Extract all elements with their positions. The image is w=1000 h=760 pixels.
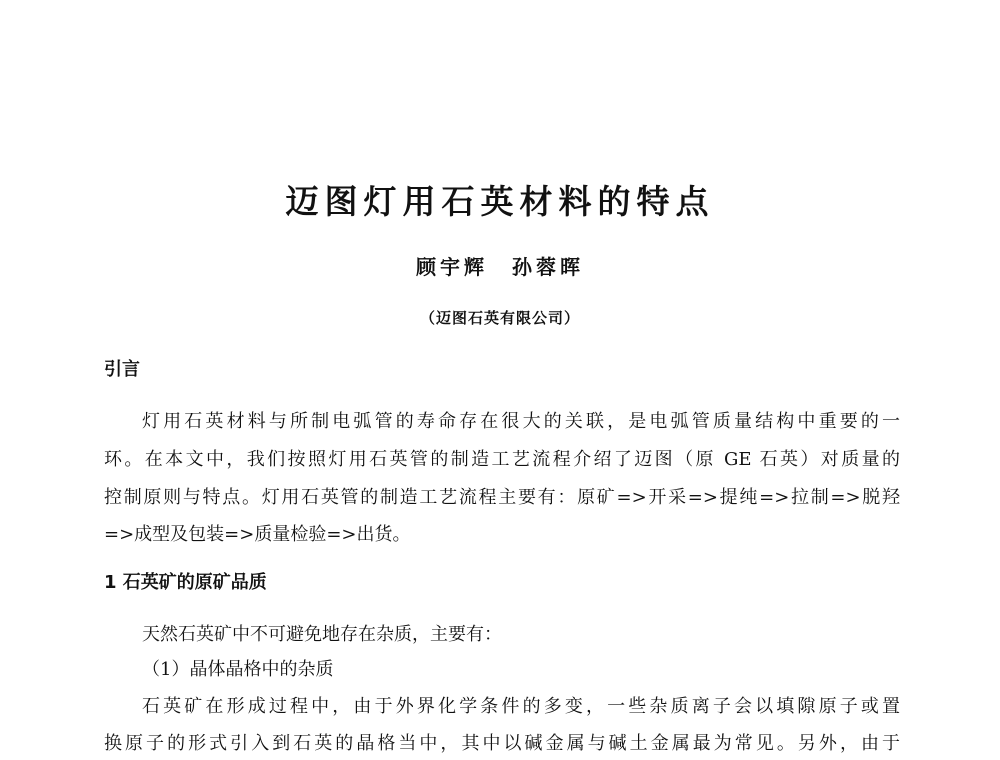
paragraph-line: 换原子的形式引入到石英的晶格当中，其中以碱金属与碱土金属最为常见。另外，由于 (104, 733, 900, 754)
paragraph-line: 控制原则与特点。灯用石英管的制造工艺流程主要有：原矿=>开采=>提纯=>拉制=>脱羟 (104, 487, 900, 508)
paper-authors: 顾宇辉 孙蓉晖 (416, 255, 584, 279)
paragraph-line: 环。在本文中，我们按照灯用石英管的制造工艺流程介绍了迈图（原 GE 石英）对质量的 (104, 449, 900, 470)
paper-title: 迈图灯用石英材料的特点 (285, 182, 715, 221)
paragraph-line: 灯用石英材料与所制电弧管的寿命存在很大的关联，是电弧管质量结构中重要的一 (142, 411, 900, 432)
paragraph-line: 石英矿在形成过程中，由于外界化学条件的多变，一些杂质离子会以填隙原子或置 (142, 696, 900, 717)
section-heading-quartz-ore-quality: 1 石英矿的原矿品质 (104, 572, 267, 593)
paper-affiliation: （迈图石英有限公司） (419, 309, 580, 327)
paragraph-line: =>成型及包装=>质量检验=>出货。 (104, 524, 411, 545)
list-item-line: （1）晶体晶格中的杂质 (142, 659, 334, 680)
section-heading-introduction: 引言 (104, 359, 140, 380)
paragraph-line: 天然石英矿中不可避免地存在杂质，主要有： (142, 624, 502, 645)
